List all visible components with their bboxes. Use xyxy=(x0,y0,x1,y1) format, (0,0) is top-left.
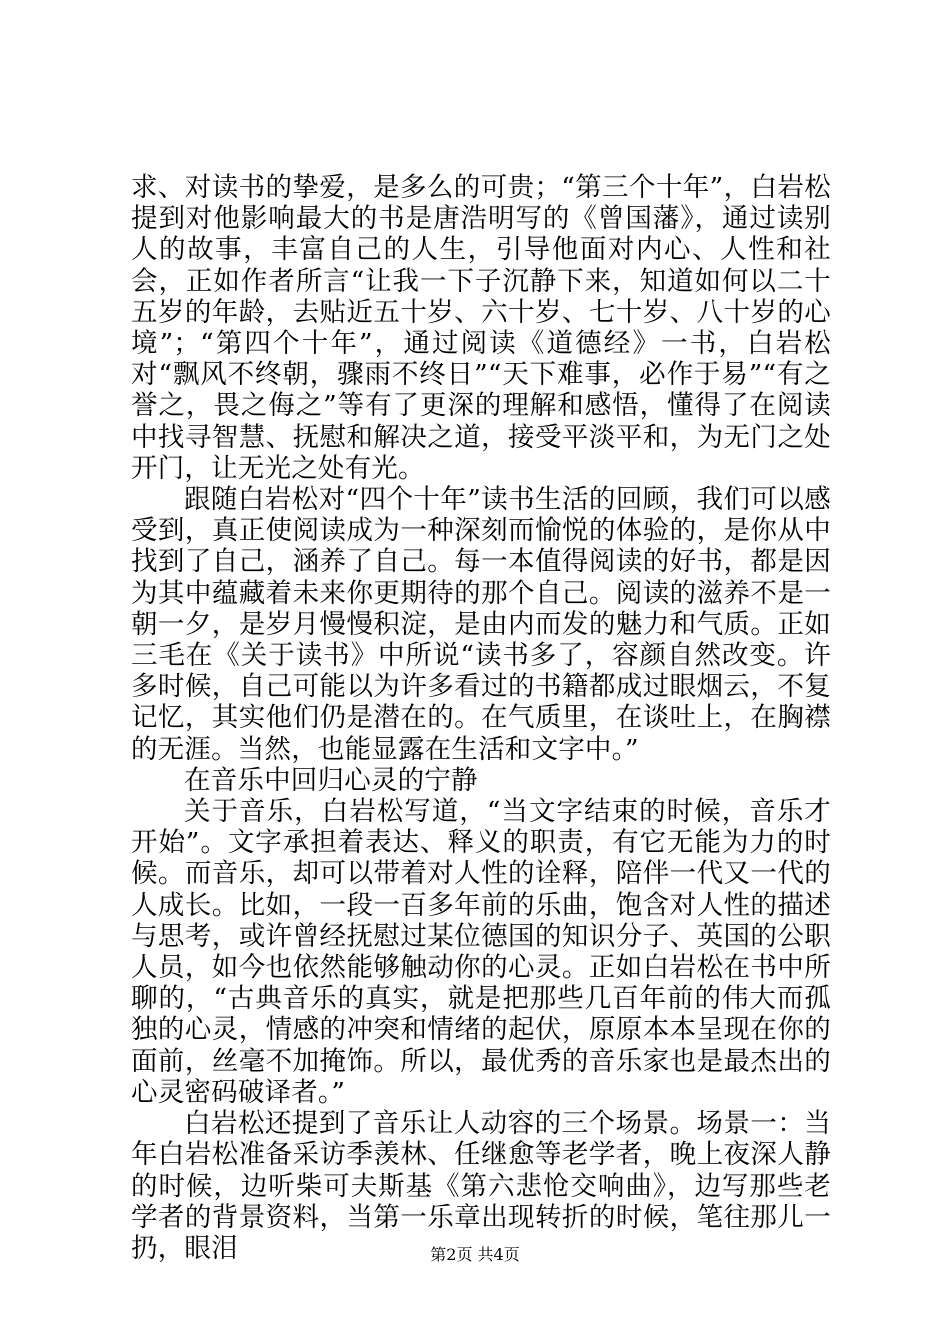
paragraph-reading-reflection: 跟随白岩松对“四个十年”读书生活的回顾，我们可以感受到，真正使阅读成为一种深刻而愉悦的体验的，是你从中找到了自己，涵养了自己。每一本值得阅读的好书，都是因为其中蕴藏着未来你更期待的那个自己。阅读的滋养不是一朝一夕，是岁月慢慢积淀，是由内而发的魅力和气质。正如三毛在《关于读书》中所说“读书多了，容颜自然改变。许多时候，自己可能以为许多看过的书籍都成过眼烟云，不复记忆，其实他们仍是潜在的。在气质里，在谈吐上，在胸襟的无涯。当然，也能显露在生活和文字中。” xyxy=(131,484,831,765)
paragraph-continued: 求、对读书的挚爱，是多么的可贵；“第三个十年”，白岩松提到对他影响最大的书是唐浩明写的《曾国藩》，通过读别人的故事，丰富自己的人生，引导他面对内心、人性和社会，正如作者所言“让我一下子沉静下来，知道如何以二十五岁的年龄，去贴近五十岁、六十岁、七十岁、八十岁的心境”；“第四个十年”，通过阅读《道德经》一书，白岩松对“飘风不终朝，骤雨不终日”“天下难事，必作于易”“有之誉之，畏之侮之”等有了更深的理解和感悟，懂得了在阅读中找寻智慧、抚慰和解决之道，接受平淡平和，为无门之处开门，让无光之处有光。 xyxy=(131,172,831,484)
paragraph-about-music: 关于音乐，白岩松写道，“当文字结束的时候，音乐才开始”。文字承担着表达、释义的职责，有它无能为力的时候。而音乐，却可以带着对人性的诠释，陪伴一代又一代的人成长。比如，一段一百多年前的乐曲，饱含对人性的描述与思考，或许曾经抚慰过某位德国的知识分子、英国的公职人员，如今也依然能够触动你的心灵。正如白岩松在书中所聊的，“古典音乐的真实，就是把那些几百年前的伟大而孤独的心灵，情感的冲突和情绪的起伏，原原本本呈现在你的面前，丝毫不加掩饰。所以，最优秀的音乐家也是最杰出的心灵密码破译者。” xyxy=(131,796,831,1108)
document-body xyxy=(131,172,831,1264)
paragraph-three-scenes: 白岩松还提到了音乐让人动容的三个场景。场景一：当年白岩松准备采访季羡林、任继愈等老学者，晚上夜深人静的时候，边听柴可夫斯基《第六悲怆交响曲》，边写那些老学者的背景资料，当第一乐章出现转折的时候，笔往那儿一扔，眼泪 xyxy=(131,1108,831,1264)
page-number-footer: 第2页 共4页 xyxy=(430,1245,520,1264)
section-heading-music: 在音乐中回归心灵的宁静 xyxy=(184,764,478,796)
